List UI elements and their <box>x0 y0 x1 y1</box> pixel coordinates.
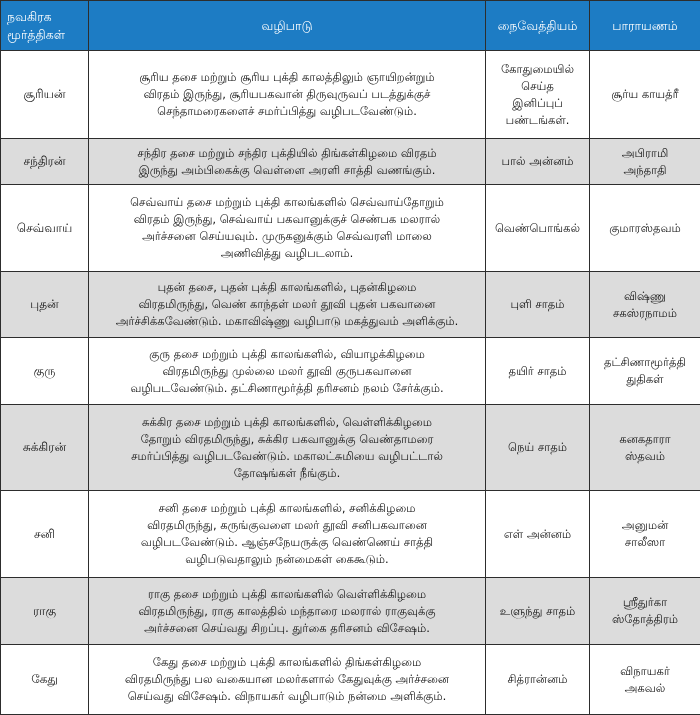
header-offering: நைவேத்தியம் <box>486 1 590 51</box>
deity-name: கேது <box>1 645 89 715</box>
recitation-text: விநாயகர் அகவல் <box>590 645 700 715</box>
deity-name: செவ்வாய் <box>1 185 89 272</box>
offering-text: எள் அன்னம் <box>486 491 590 578</box>
worship-text: சூரிய தசை மற்றும் சூரிய புக்தி காலத்திலும் ஞாயிறன்றும் விரதம் இருந்து, சூரியபகவான் திருவுருவப் படத்துக்குச் செந்தாமரைகளைச் சமர்ப்பித்து வழிபடவேண்டும். <box>89 51 486 139</box>
offering-text: தயிர் சாதம் <box>486 338 590 405</box>
table-row <box>1 185 700 272</box>
deity-name: சூரியன் <box>1 51 89 139</box>
worship-text: சனி தசை மற்றும் புக்தி காலங்களில், சனிக்கிழமை விரதமிருந்து, கருங்குவளை மலர் தூவி சனிபகவானை வழிபடவேண்டும். ஆஞ்சநேயருக்கு வெண்ணெய் சாத்தி வழிபடுவதாலும் நன்மைகள் கைகூடும். <box>89 491 486 578</box>
worship-text: கேது தசை மற்றும் புக்தி காலங்களில் திங்கள்கிழமை விரதமிருந்து பல வகையான மலர்களால் கேதுவுக்கு அர்ச்சனை செய்வது விசேஷம். விநாயகர் வழிபாடும் நன்மை அளிக்கும். <box>89 645 486 715</box>
offering-text: புளி சாதம் <box>486 272 590 338</box>
table-row <box>1 405 700 491</box>
offering-text: நெய் சாதம் <box>486 405 590 491</box>
recitation-text: அனுமன் சாலீஸா <box>590 491 700 578</box>
table-row <box>1 491 700 578</box>
header-recitation: பாராயணம் <box>590 1 700 51</box>
worship-text: செவ்வாய் தசை மற்றும் புக்தி காலங்களில் செவ்வாய்தோறும் விரதம் இருந்து, செவ்வாய் பகவானுக்குச் செண்பக மலரால் அர்ச்சனை செய்யவும். முருகனுக்கும் செவ்வரளி மாலை அணிவித்து வழிபடலாம். <box>89 185 486 272</box>
table-row <box>1 578 700 645</box>
header-worship: வழிபாடு <box>89 1 486 51</box>
deity-name: சுக்கிரன் <box>1 405 89 491</box>
offering-text: உளுந்து சாதம் <box>486 578 590 645</box>
table-row <box>1 272 700 338</box>
recitation-text: குமாரஸ்தவம் <box>590 185 700 272</box>
header-deities: நவகிரக மூர்த்திகள் <box>1 1 89 51</box>
offering-text: சித்ரான்னம் <box>486 645 590 715</box>
table-row <box>1 338 700 405</box>
deity-name: புதன் <box>1 272 89 338</box>
recitation-text: அபிராமி அந்தாதி <box>590 139 700 185</box>
deity-name: சந்திரன் <box>1 139 89 185</box>
table-row <box>1 645 700 715</box>
worship-text: சுக்கிர தசை மற்றும் புக்தி காலங்களில், வெள்ளிக்கிழமை தோறும் விரதமிருந்து, சுக்கிர பகவானுக்கு வெண்தாமரை சமர்ப்பித்து வழிபடவேண்டும். மகாலட்சுமியை வழிபட்டால் தோஷங்கள் நீங்கும். <box>89 405 486 491</box>
header-row <box>1 1 700 51</box>
deity-name: குரு <box>1 338 89 405</box>
deity-name: சனி <box>1 491 89 578</box>
recitation-text: விஷ்ணு சகஸ்ரநாமம் <box>590 272 700 338</box>
offering-text: கோதுமையில் செய்த இனிப்புப் பண்டங்கள். <box>486 51 590 139</box>
recitation-text: சூர்ய காயத்ரீ <box>590 51 700 139</box>
table-row <box>1 51 700 139</box>
deity-name: ராகு <box>1 578 89 645</box>
recitation-text: ஸ்ரீதுர்கா ஸ்தோத்திரம் <box>590 578 700 645</box>
worship-text: ராகு தசை மற்றும் புக்தி காலங்களில் வெள்ளிக்கிழமை விரதமிருந்து, ராகு காலத்தில் மந்தாரை மலரால் ராகுவுக்கு அர்ச்சனை செய்வது சிறப்பு. துர்கை தரிசனம் விசேஷம். <box>89 578 486 645</box>
worship-text: புதன் தசை, புதன் புக்தி காலங்களில், புதன்கிழமை விரதமிருந்து, வெண் காந்தள் மலர் தூவி புதன் பகவானை அர்ச்சிக்கவேண்டும். மகாவிஷ்ணு வழிபாடு மகத்துவம் அளிக்கும். <box>89 272 486 338</box>
worship-text: சந்திர தசை மற்றும் சந்திர புக்தியில் திங்கள்கிழமை விரதம் இருந்து அம்பிகைக்கு வெள்ளை அரளி சாத்தி வணங்கும். <box>89 139 486 185</box>
table-row <box>1 139 700 185</box>
offering-text: வெண்பொங்கல் <box>486 185 590 272</box>
recitation-text: தட்சிணாமூர்த்தி துதிகள் <box>590 338 700 405</box>
recitation-text: கனகதாரா ஸ்தவம் <box>590 405 700 491</box>
offering-text: பால் அன்னம் <box>486 139 590 185</box>
worship-text: குரு தசை மற்றும் புக்தி காலங்களில், வியாழக்கிழமை விரதமிருந்து முல்லை மலர் தூவி குருபகவானை வழிபடவேண்டும். தட்சிணாமூர்த்தி தரிசனம் நலம் சேர்க்கும். <box>89 338 486 405</box>
